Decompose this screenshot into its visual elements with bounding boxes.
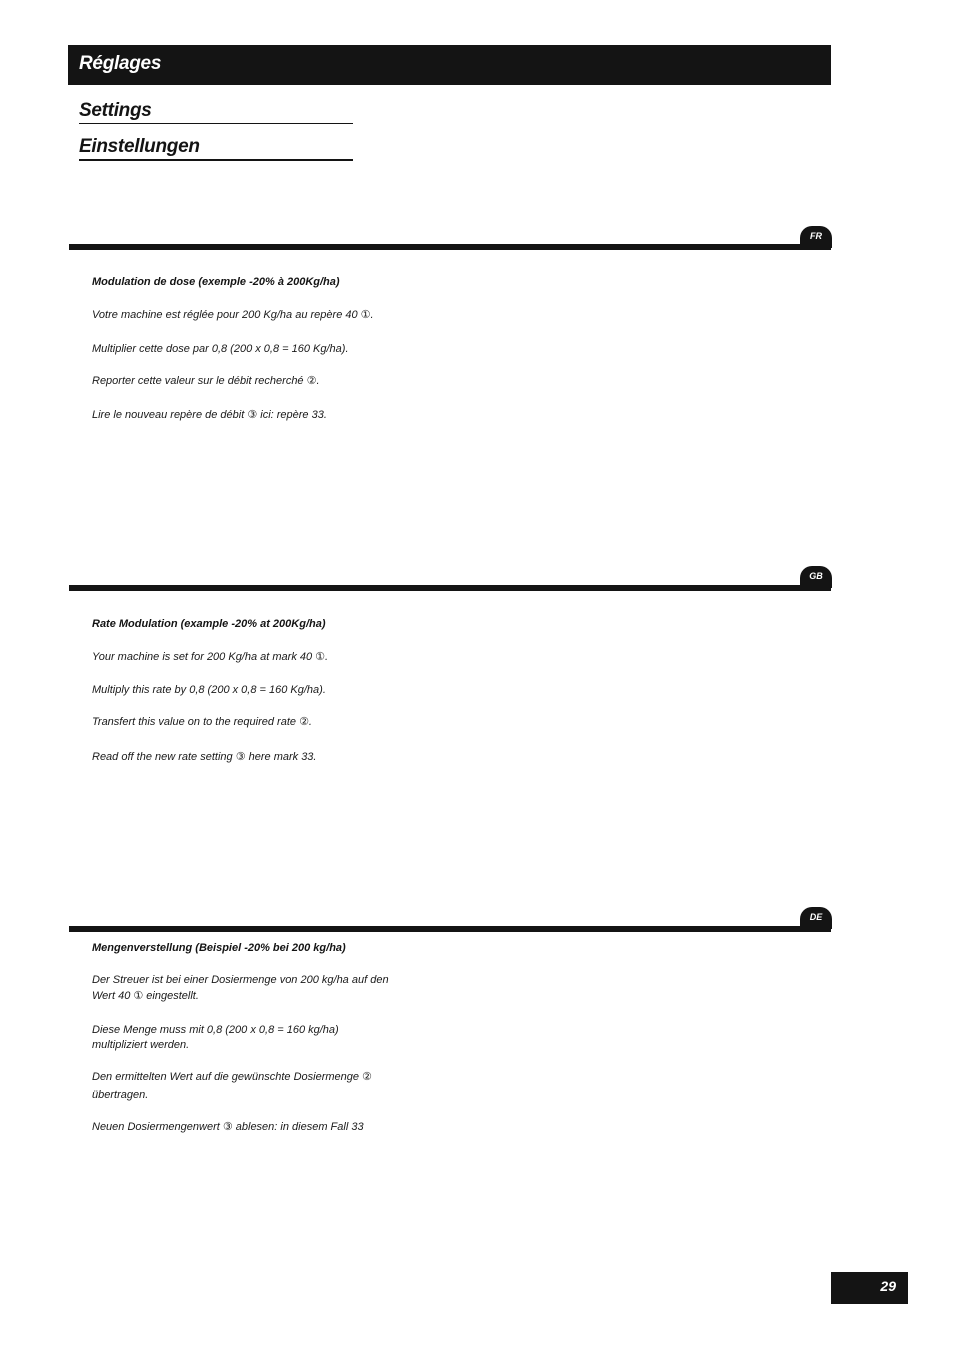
text-line: Multiplier cette dose par 0,8 (200 x 0,8 = 160 Kg/ha). [92,343,349,355]
text-line: Lire le nouveau repère de débit ③ ici: repère 33. [92,409,327,421]
section-title-gb: Rate Modulation (example -20% at 200Kg/ha) [92,618,326,630]
page-number-box [831,1272,908,1304]
language-badge-gb: GB [800,566,832,588]
text-line: Transfert this value on to the required rate ②. [92,716,312,728]
subtitle-einstellungen: Einstellungen [79,136,353,161]
section-rule-gb [69,585,831,591]
section-rule-de [69,926,831,932]
section-rule-fr [69,244,831,250]
text-line: Den ermittelten Wert auf die gewünschte Dosiermenge ② [92,1071,372,1083]
text-line: multipliziert werden. [92,1039,190,1051]
header-bar [68,45,831,85]
text-line: Your machine is set for 200 Kg/ha at mark 40 ①. [92,651,329,663]
text-line: Read off the new rate setting ③ here mark 33. [92,751,317,763]
section-title-de: Mengenverstellung (Beispiel -20% bei 200 kg/ha) [92,942,346,954]
text-line: Neuen Dosiermengenwert ③ ablesen: in diesem Fall 33 [92,1121,364,1133]
text-line: Multiply this rate by 0,8 (200 x 0,8 = 160 Kg/ha). [92,684,326,696]
text-line: Reporter cette valeur sur le débit recherché ②. [92,375,320,387]
text-line: Wert 40 ① eingestellt. [92,990,199,1002]
language-badge-de: DE [800,907,832,929]
subtitle-settings: Settings [79,100,353,124]
section-title-fr: Modulation de dose (exemple -20% à 200Kg/ha) [92,276,340,288]
text-line: Der Streuer ist bei einer Dosiermenge von 200 kg/ha auf den [92,974,389,986]
text-line: Diese Menge muss mit 0,8 (200 x 0,8 = 160 kg/ha) [92,1024,339,1036]
language-badge-fr: FR [800,226,832,248]
text-line: übertragen. [92,1089,149,1101]
page-number: 29 [880,1278,896,1294]
text-line: Votre machine est réglée pour 200 Kg/ha au repère 40 ①. [92,309,374,321]
page-title: Réglages [79,53,162,74]
